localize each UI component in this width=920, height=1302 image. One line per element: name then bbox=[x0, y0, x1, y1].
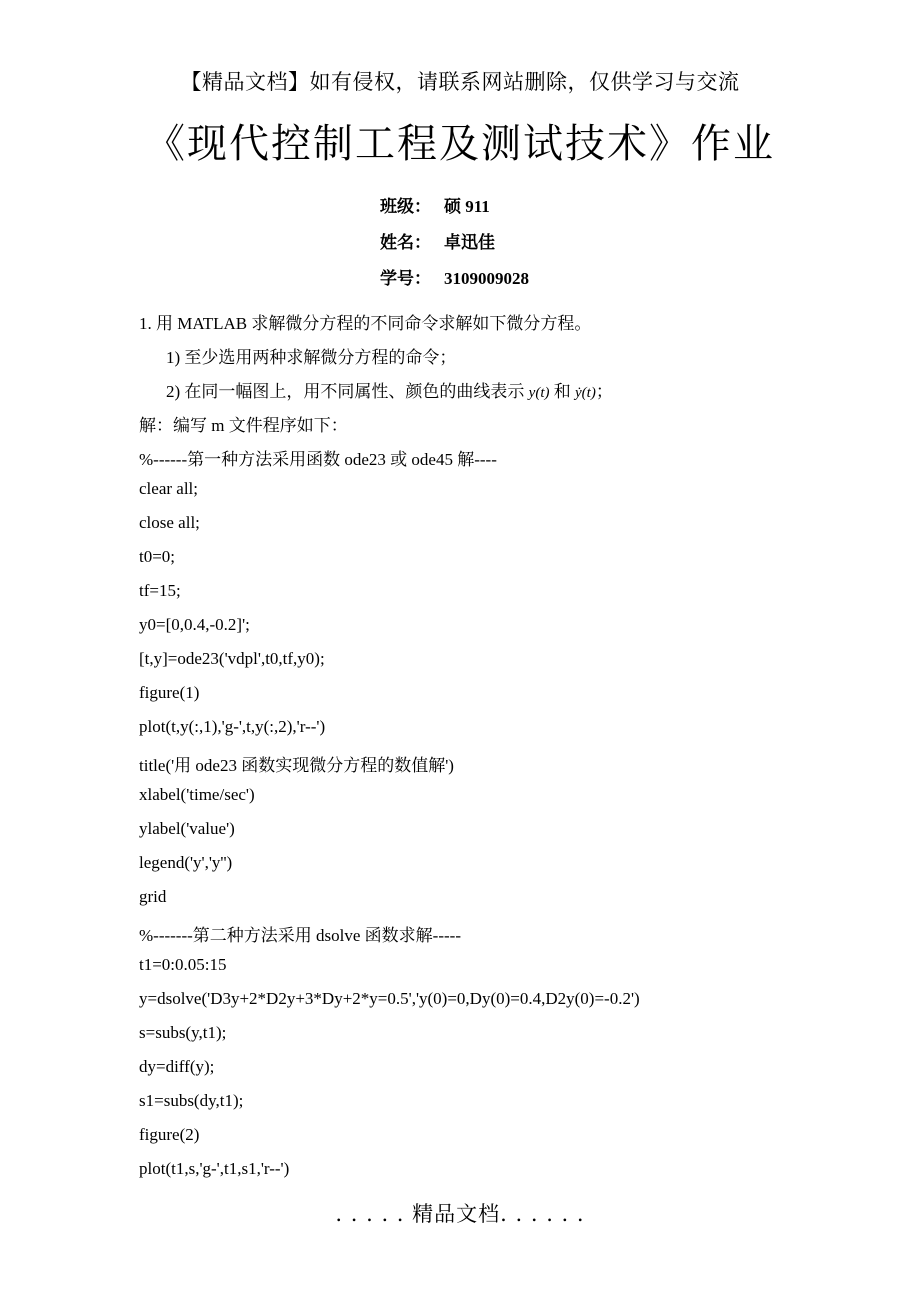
code-line: plot(t1,s,'g-',t1,s1,'r--') bbox=[139, 1159, 290, 1178]
student-id-value: 3109009028 bbox=[444, 269, 529, 288]
name-value: 卓迅佳 bbox=[444, 233, 495, 252]
page-title: 《现代控制工程及测试技术》作业 bbox=[145, 121, 775, 167]
code-line: title('用 ode23 函数实现微分方程的数值解') bbox=[139, 756, 454, 775]
code-line: s=subs(y,t1); bbox=[139, 1023, 227, 1042]
class-row bbox=[380, 192, 490, 217]
code-line: tf=15; bbox=[139, 581, 181, 600]
class-label: 班级： bbox=[380, 197, 431, 216]
code-line: plot(t,y(:,1),'g-',t,y(:,2),'r--') bbox=[139, 717, 326, 736]
sub-2-end: ； bbox=[595, 382, 613, 401]
student-id-label: 学号： bbox=[380, 269, 431, 288]
math-y-dot-of-t: ẏ(t) bbox=[575, 385, 596, 401]
code-line: clear all; bbox=[139, 479, 198, 498]
code-line: y=dsolve('D3y+2*D2y+3*Dy+2*y=0.5','y(0)=0,Dy(0)=0.4,D2y(0)=-0.2') bbox=[139, 989, 640, 1008]
code-line: [t,y]=ode23('vdpl',t0,tf,y0); bbox=[139, 649, 325, 668]
math-y-of-t: y(t) bbox=[528, 385, 550, 401]
code-line: legend('y','y'') bbox=[139, 853, 233, 872]
class-value: 硕 911 bbox=[444, 197, 490, 216]
sub-2-text: 2) 在同一幅图上，用不同属性、颜色的曲线表示 bbox=[166, 382, 529, 401]
code-line: %-------第二种方法采用 dsolve 函数求解----- bbox=[139, 926, 461, 945]
page-footer: . . . . . 精品文档. . . . . . bbox=[335, 1202, 585, 1226]
code-line: %------第一种方法采用函数 ode23 或 ode45 解---- bbox=[139, 450, 497, 469]
question-1-sub-2 bbox=[166, 377, 613, 402]
name-label: 姓名： bbox=[380, 233, 431, 252]
name-row bbox=[380, 228, 495, 253]
code-line: grid bbox=[139, 887, 167, 906]
code-line: t1=0:0.05:15 bbox=[139, 955, 227, 974]
code-line: close all; bbox=[139, 513, 200, 532]
question-1-sub-1: 1) 至少选用两种求解微分方程的命令； bbox=[166, 348, 457, 367]
sub-2-and: 和 bbox=[549, 382, 575, 401]
code-line: s1=subs(dy,t1); bbox=[139, 1091, 244, 1110]
answer-intro: 解：编写 m 文件程序如下： bbox=[139, 416, 348, 435]
code-line: figure(2) bbox=[139, 1125, 200, 1144]
question-1: 1. 用 MATLAB 求解微分方程的不同命令求解如下微分方程。 bbox=[139, 314, 592, 333]
student-id-row bbox=[380, 264, 529, 289]
code-line: dy=diff(y); bbox=[139, 1057, 215, 1076]
code-line: t0=0; bbox=[139, 547, 176, 566]
code-line: xlabel('time/sec') bbox=[139, 785, 255, 804]
code-line: ylabel('value') bbox=[139, 819, 235, 838]
page-header: 【精品文档】如有侵权，请联系网站删除，仅供学习与交流 bbox=[180, 70, 740, 94]
code-line: figure(1) bbox=[139, 683, 200, 702]
code-line: y0=[0,0.4,-0.2]'; bbox=[139, 615, 250, 634]
